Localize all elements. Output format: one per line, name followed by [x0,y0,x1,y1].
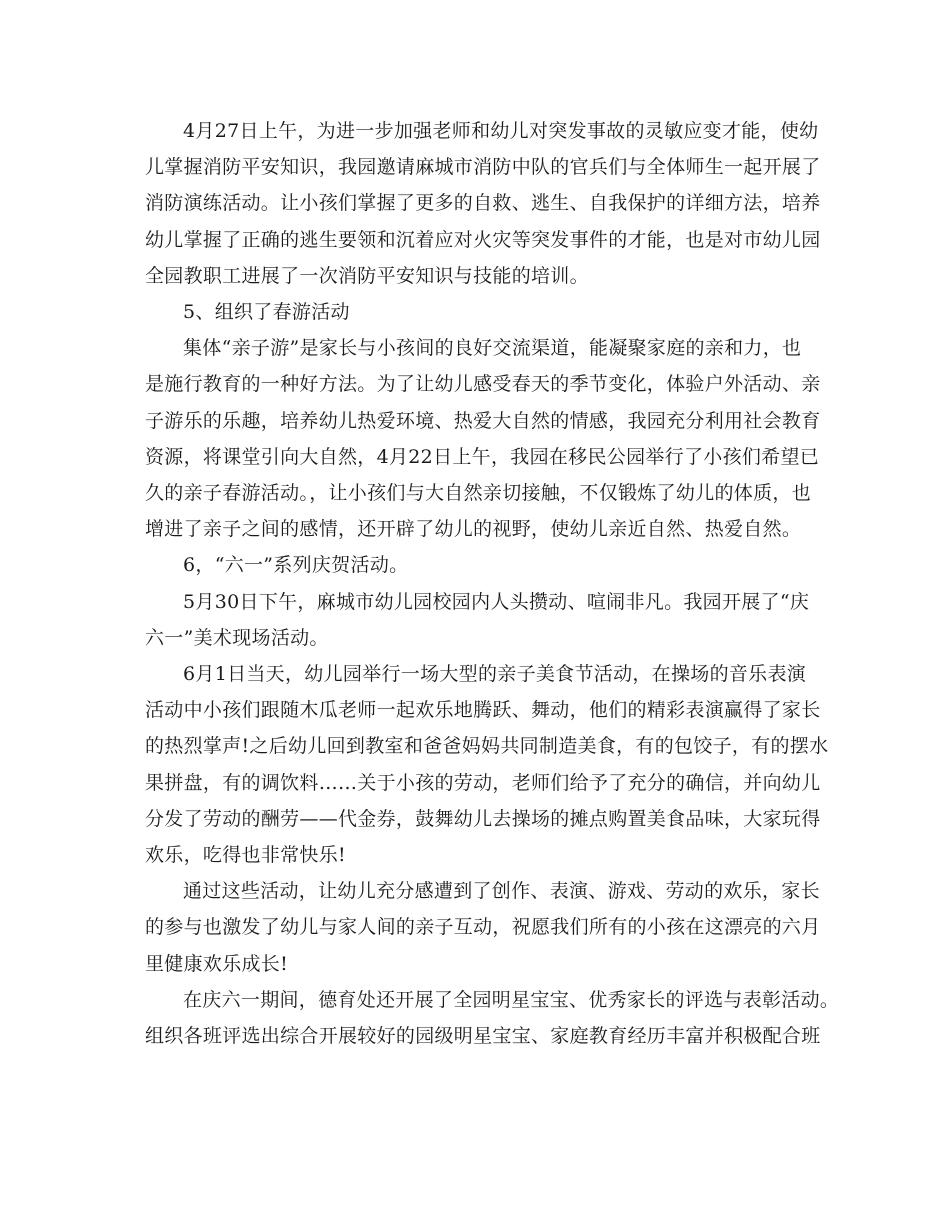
text-line: 幼儿掌握了正确的逃生要领和沉着应对火灾等突发事件的才能，也是对市幼儿园 [145,228,821,251]
text-line: 在庆六一期间，德育处还开展了全园明星宝宝、优秀家长的评选与表彰活动。 [183,988,840,1011]
text-line: 子游乐的乐趣，培养幼儿热爱环境、热爱大自然的情感，我园充分利用社会教育 [145,409,821,432]
text-line: 欢乐，吃得也非常快乐! [145,844,346,867]
paragraph-summary [145,873,821,982]
text-line: 消防演练活动。让小孩们掌握了更多的自救、逃生、自我保护的详细方法，培养 [145,192,821,215]
text-line: 果拼盘，有的调饮料……关于小孩的劳动，老师们给予了充分的确信，并向幼儿 [145,771,821,794]
section-heading-spring-outing [145,294,810,330]
text-line: 5月30日下午，麻城市幼儿园校园内人头攒动、喧闹非凡。我园开展了“庆 [183,590,810,613]
text-line: 集体“亲子游”是家长与小孩间的良好交流渠道，能凝聚家庭的亲和力，也 [183,337,802,360]
text-line: 通过这些活动，让幼儿充分感遭到了创作、表演、游戏、劳动的欢乐，家长 [183,880,820,903]
paragraph-fire-drill [145,113,821,294]
document-body [145,113,840,1054]
section-heading-children-day [145,547,810,583]
text-line: 是施行教育的一种好方法。为了让幼儿感受春天的季节变化，体验户外活动、亲 [145,373,821,396]
text-line: 6，“六一”系列庆贺活动。 [183,554,409,577]
text-line: 久的亲子春游活动。，让小孩们与大自然亲切接触，不仅锻炼了幼儿的体质，也 [145,482,812,505]
text-line: 全园教职工进展了一次消防平安知识与技能的培训。 [145,264,589,287]
text-line: 5、组织了春游活动 [183,301,350,324]
text-line: 活动中小孩们跟随木瓜老师一起欢乐地腾跃、舞动，他们的精彩表演赢得了家长 [145,699,821,722]
text-line: 分发了劳动的酬劳——代金券，鼓舞幼儿去操场的摊点购置美食品味，大家玩得 [145,807,821,830]
text-line: 儿掌握消防平安知识，我园邀请麻城市消防中队的官兵们与全体师生一起开展了 [145,156,821,179]
text-line: 资源，将课堂引向大自然，4月22日上午，我园在移民公园举行了小孩们希望已 [145,445,820,468]
text-line: 里健康欢乐成长! [145,952,289,975]
paragraph-may-30 [145,584,810,656]
paragraph-parent-child-trip [145,330,821,547]
text-line: 组织各班评选出综合开展较好的园级明星宝宝、家庭教育经历丰富并积极配合班 [145,1025,821,1048]
paragraph-awards [145,982,840,1054]
text-line: 六一”美术现场活动。 [145,626,329,649]
text-line: 增进了亲子之间的感情，还开辟了幼儿的视野，使幼儿亲近自然、热爱自然。 [145,518,802,541]
paragraph-june-1 [145,656,829,873]
text-line: 的热烈掌声!之后幼儿回到教室和爸爸妈妈共同制造美食，有的包饺子，有的摆水 [145,735,829,758]
text-line: 的参与也激发了幼儿与家人间的亲子互动，祝愿我们所有的小孩在这漂亮的六月 [145,916,821,939]
text-line: 4月27日上午，为进一步加强老师和幼儿对突发事故的灵敏应变才能，使幼 [183,120,819,142]
text-line: 6月1日当天，幼儿园举行一场大型的亲子美食节活动，在操场的音乐表演 [183,663,807,686]
